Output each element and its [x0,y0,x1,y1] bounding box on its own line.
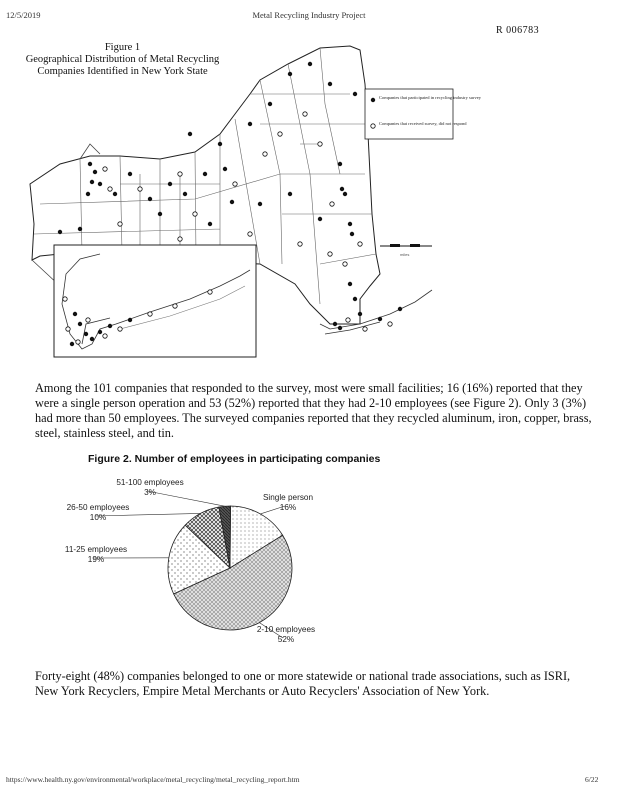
pie-pct-label: 3% [144,488,156,497]
figure2-title: Figure 2. Number of employees in participating companies [88,453,381,465]
map-legend [365,89,482,139]
figure1-title-line1: Figure 1 [104,42,141,53]
pie-label: 11-25 employees [64,545,128,554]
pie-pct-label: 16% [279,503,297,512]
legend-open-dot-icon [371,124,375,128]
pie-label: 2-10 employees [256,625,316,634]
nyc-area-outline [320,290,432,334]
scale-bar [380,244,432,257]
figure1-title-line3: Companies Identified in New York State [37,66,208,77]
header-date: 12/5/2019 [6,10,41,20]
paragraph-survey-results: Among the 101 companies that responded to the survey, most were small facilities; 16 (16%) reported that they were a single person operation and 53 (52%) reported that they had 2-10 employees (see Figure 2). Only 3 (3%) had more than 50 employees. The surveyed companies reported that they recycled aluminum, iron, copper, brass, steel, stainless steel, and tin. [35,381,592,440]
pie-leader-line [95,513,201,516]
scale-label: miles [400,252,410,257]
pie-label: 26-50 employees [66,503,130,512]
pie-label: Single person [262,493,314,502]
figure1-title [20,42,225,78]
bates-number: R 006783 [496,25,540,36]
pie-label: 51-100 employees [116,478,184,487]
long-island-inset [54,245,256,357]
pie-leader-line [147,491,225,506]
footer-page: 6/22 [585,775,599,784]
pie-pct-label: 19% [87,555,105,564]
legend-participated: Companies that participated in recycling industry survey [379,95,481,100]
paragraph-trade-associations: Forty-eight (48%) companies belonged to one or more statewide or national trade associations, such as ISRI, New York Recyclers, Empire Metal Merchants or Auto Recyclers' Association of New York. [35,669,571,698]
pie-pct-label: 10% [89,513,107,522]
pie-pct-label: 52% [277,635,295,644]
header-title: Metal Recycling Industry Project [252,10,366,20]
footer-url[interactable]: https://www.health.ny.gov/environmental/workplace/metal_recycling/metal_recycling_report.htm [6,775,300,784]
employee-pie-chart [60,470,480,655]
figure1-title-line2: Geographical Distribution of Metal Recycling [25,54,220,65]
legend-filled-dot-icon [371,98,375,102]
legend-not-participated: Companies that received survey, did not respond [379,121,467,126]
